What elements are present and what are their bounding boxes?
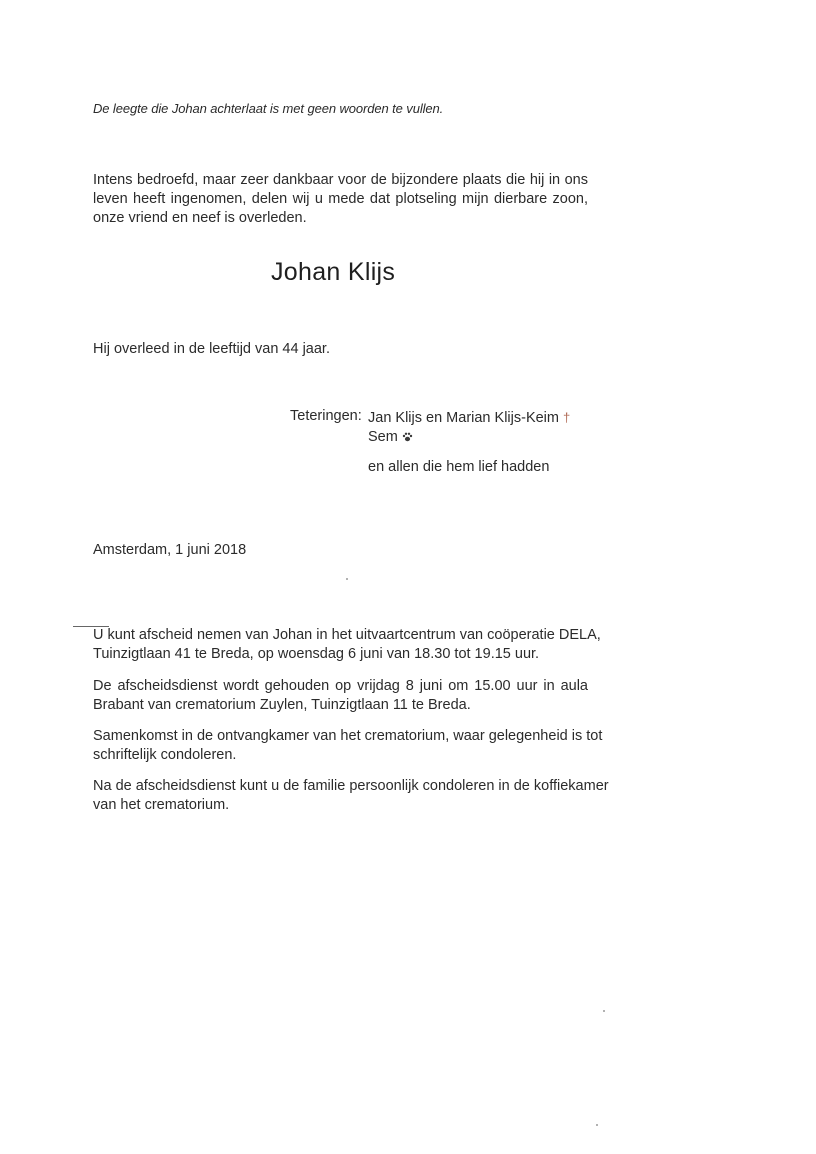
intro-paragraph bbox=[93, 171, 588, 228]
relatives-list bbox=[368, 408, 570, 448]
deceased-name: Johan Klijs bbox=[271, 258, 396, 286]
age-line: Hij overleed in de leeftijd van 44 jaar. bbox=[93, 341, 330, 357]
intro-line: onze vriend en neef is overleden. bbox=[93, 210, 307, 226]
gathering-paragraph bbox=[93, 727, 603, 765]
scan-speck bbox=[346, 578, 348, 580]
relatives-place: Teteringen: bbox=[290, 408, 362, 424]
viewing-paragraph bbox=[93, 626, 601, 664]
paragraph-line: U kunt afscheid nemen van Johan in het uitvaartcentrum van coöperatie DELA, bbox=[93, 627, 601, 643]
intro-line: Intens bedroefd, maar zeer dankbaar voor de bijzondere plaats die hij in ons bbox=[93, 172, 588, 188]
relatives-closing: en allen die hem lief hadden bbox=[368, 459, 550, 475]
paragraph-line: Brabant van crematorium Zuylen, Tuinzigtlaan 11 te Breda. bbox=[93, 697, 471, 713]
paragraph-line: Samenkomst in de ontvangkamer van het crematorium, waar gelegenheid is tot bbox=[93, 728, 603, 744]
paragraph-line: Tuinzigtlaan 41 te Breda, op woensdag 6 juni van 18.30 tot 19.15 uur. bbox=[93, 646, 540, 662]
condolence-paragraph bbox=[93, 777, 609, 815]
dateline: Amsterdam, 1 juni 2018 bbox=[93, 542, 247, 558]
paragraph-line: van het crematorium. bbox=[93, 797, 230, 813]
relative-names: Jan Klijs en Marian Klijs-Keim bbox=[368, 410, 559, 426]
service-paragraph bbox=[93, 677, 588, 715]
intro-line: leven heeft ingenomen, delen wij u mede dat plotseling mijn dierbare zoon, bbox=[93, 191, 588, 207]
relative-names: Sem bbox=[368, 429, 398, 445]
relative-row bbox=[368, 428, 570, 448]
scan-speck bbox=[596, 1124, 598, 1126]
scan-speck bbox=[603, 1010, 605, 1012]
motto-text: De leegte die Johan achterlaat is met geen woorden te vullen. bbox=[93, 101, 444, 116]
paragraph-line: Na de afscheidsdienst kunt u de familie persoonlijk condoleren in de koffiekamer bbox=[93, 778, 609, 794]
relative-row bbox=[368, 408, 570, 428]
paragraph-line: schriftelijk condoleren. bbox=[93, 747, 237, 763]
paw-icon bbox=[402, 429, 413, 448]
cross-icon: † bbox=[562, 410, 571, 425]
paragraph-line: De afscheidsdienst wordt gehouden op vrijdag 8 juni om 15.00 uur in aula bbox=[93, 678, 588, 694]
